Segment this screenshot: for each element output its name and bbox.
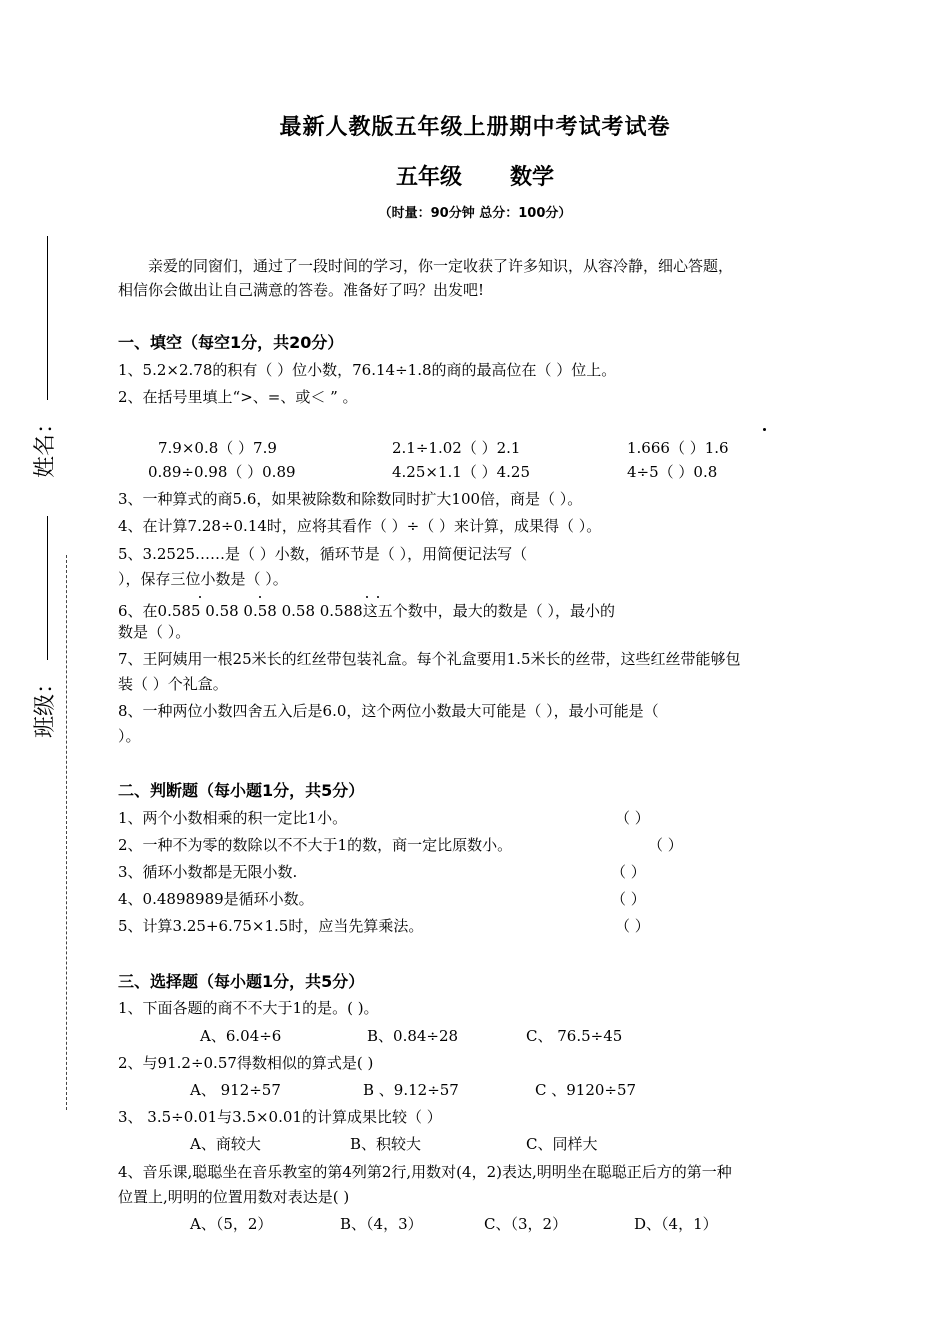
s1-q7b: 装（ ）个礼盒。 [118, 675, 228, 693]
s3-q1-option-a: A、6.04÷6 [200, 1027, 282, 1045]
s2-item-4: 4、0.4898989是循环小数。 [118, 890, 314, 908]
s3-q3: 3、 3.5÷0.01与3.5×0.01的计算成果比较（ ） [118, 1108, 442, 1126]
s3-q3-option-b: B、积较大 [350, 1135, 422, 1153]
class-label: 班级： [33, 671, 58, 738]
s2-item-2-mark: （ ） [648, 836, 683, 854]
repeat-dot [366, 596, 368, 598]
s1-q2: 2、在括号里填上“>、=、或＜ ” 。 [118, 388, 358, 406]
section-1-heading: 一、填空（每空1分，共20分） [118, 333, 344, 352]
comp-2-3: 4÷5（ ）0.8 [627, 463, 718, 481]
s1-q3: 3、一种算式的商5.6，如果被除数和除数同时扩大100倍，商是（ ）。 [118, 490, 583, 508]
s3-q4-option-d: D、（4，1） [634, 1215, 718, 1233]
binding-dashed-line [66, 555, 67, 1110]
s3-q1: 1、下面各题的商不不大于1的是。( )。 [118, 999, 379, 1017]
name-underline [47, 236, 48, 400]
s3-q3-option-c: C、同样大 [526, 1135, 598, 1153]
grade-label: 五年级 [395, 165, 462, 190]
s3-q2-option-a: A、 912÷57 [190, 1081, 281, 1099]
exam-meta: （时量：90分钟 总分：100分） [378, 206, 572, 221]
s3-q4-option-c: C、（3，2） [484, 1215, 568, 1233]
name-label: 姓名： [33, 411, 58, 478]
class-underline [47, 516, 48, 660]
s1-q5b: ），保存三位小数是（ ）。 [118, 570, 288, 588]
repeat-dot [259, 596, 261, 598]
subject-label: 数学 [510, 165, 555, 190]
s3-q4a: 4、音乐课,聪聪坐在音乐教室的第4列第2行,用数对(4，2)表达,明明坐在聪聪正后方的第一种 [118, 1163, 732, 1181]
s2-item-5: 5、计算3.25+6.75×1.5时，应当先算乘法。 [118, 917, 424, 935]
comp-2-1: 0.89÷0.98（ ）0.89 [148, 463, 296, 481]
s1-q6a: 6、在0.585 0.58 0.58 0.58 0.588这五个数中，最大的数是（ ），最小的 [118, 602, 615, 620]
s3-q4-option-b: B、（4，3） [340, 1215, 423, 1233]
comp-2-2: 4.25×1.1（ ）4.25 [392, 463, 530, 481]
s2-item-3-mark: （ ） [611, 863, 646, 881]
repeating-dot [763, 428, 766, 431]
s3-q4-option-a: A、（5，2） [190, 1215, 273, 1233]
s2-item-3: 3、循环小数都是无限小数. [118, 863, 298, 881]
section-3-heading: 三、选择题（每小题1分，共5分） [118, 972, 365, 991]
s2-item-4-mark: （ ） [611, 890, 646, 908]
intro-line-2: 相信你会做出让自己满意的答卷。准备好了吗？出发吧! [118, 281, 485, 299]
s3-q2-option-b: B 、9.12÷57 [363, 1081, 459, 1099]
s1-q1: 1、5.2×2.78的积有（ ）位小数，76.14÷1.8的商的最高位在（ ）位上。 [118, 361, 617, 379]
s2-item-1-mark: （ ） [615, 809, 650, 827]
section-2-heading: 二、判断题（每小题1分，共5分） [118, 781, 365, 800]
s1-q6b: 数是（ ）。 [118, 623, 191, 641]
s3-q1-option-c: C、 76.5÷45 [526, 1027, 623, 1045]
comp-1-1: 7.9×0.8（ ）7.9 [158, 439, 277, 457]
s2-item-1: 1、两个小数相乘的积一定比1小。 [118, 809, 348, 827]
s2-item-5-mark: （ ） [615, 917, 650, 935]
s3-q3-option-a: A、商较大 [190, 1135, 261, 1153]
grade-subject [0, 160, 950, 191]
comp-1-2: 2.1÷1.02（ ）2.1 [392, 439, 521, 457]
s3-q1-option-b: B、0.84÷28 [367, 1027, 459, 1045]
s1-q7a: 7、王阿姨用一根25米长的红丝带包装礼盒。每个礼盒要用1.5米长的丝带，这些红丝带能够包 [118, 650, 741, 668]
s1-q8b: ）。 [118, 727, 141, 745]
s1-q5a: 5、3.2525……是（ ）小数，循环节是（ ），用简便记法写（ [118, 545, 528, 563]
s1-q4: 4、在计算7.28÷0.14时，应将其看作（ ）÷（ ）来计算，成果得（ ）。 [118, 517, 602, 535]
repeat-dot [377, 596, 379, 598]
s1-q8a: 8、一种两位小数四舍五入后是6.0，这个两位小数最大可能是（ ），最小可能是（ [118, 702, 659, 720]
repeat-dot [199, 596, 201, 598]
s3-q2: 2、与91.2÷0.57得数相似的算式是( ) [118, 1054, 374, 1072]
s2-item-2: 2、一种不为零的数除以不不大于1的数，商一定比原数小。 [118, 836, 513, 854]
intro-line-1: 亲爱的同窗们，通过了一段时间的学习，你一定收获了许多知识，从容冷静，细心答题， [148, 257, 734, 275]
comp-1-3: 1.666（ ）1.6 [627, 439, 729, 457]
exam-title: 最新人教版五年级上册期中考试考试卷 [279, 115, 671, 140]
s3-q4b: 位置上,明明的位置用数对表达是( ) [118, 1188, 350, 1206]
s3-q2-option-c: C 、9120÷57 [535, 1081, 637, 1099]
